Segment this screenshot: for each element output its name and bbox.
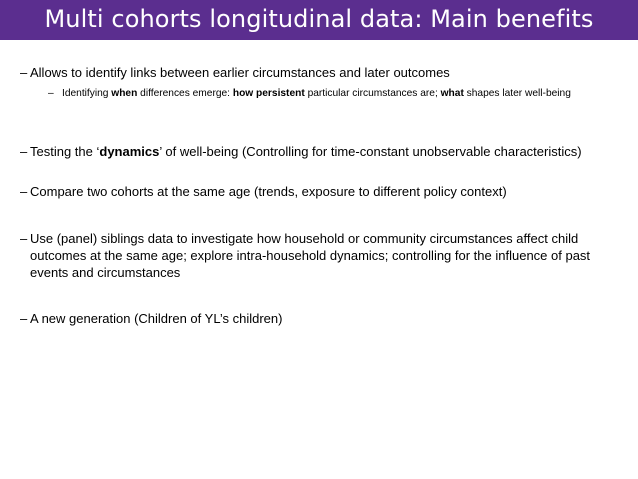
text-run: particular circumstances are; — [304, 88, 441, 99]
text-run: shapes later well-being — [463, 88, 571, 99]
bullet-dash: – — [20, 184, 28, 199]
bullet-item-new-generation — [20, 310, 625, 327]
bullet-item-siblings-data — [20, 230, 625, 281]
bullet-text: Compare two cohorts at the same age (trends, exposure to different policy context) — [30, 184, 507, 199]
slide-title: Multi cohorts longitudinal data: Main benefits — [44, 5, 594, 33]
sub-bullet-dash: – — [48, 88, 54, 99]
bullet-dash: – — [20, 231, 28, 246]
bullet-dash: – — [20, 65, 28, 80]
text-run: Testing the ‘ — [30, 144, 100, 159]
bullet-item-compare-cohorts — [20, 183, 625, 200]
bullet-dash: – — [20, 311, 28, 326]
text-run: differences emerge: — [137, 88, 233, 99]
bullet-dash: – — [20, 144, 28, 159]
bullet-item-dynamics — [20, 143, 625, 160]
bullet-text: Allows to identify links between earlier circumstances and later outcomes — [30, 65, 450, 80]
text-run: Identifying — [62, 88, 112, 99]
bold-run-dynamics: dynamics — [99, 144, 160, 159]
sub-bullet-text — [48, 86, 618, 101]
text-run: ’ of well-being (Controlling for time-constant unobservable characteristics) — [159, 144, 582, 159]
bold-run-how-persistent: how persistent — [232, 88, 305, 99]
bold-run-when: when — [111, 88, 138, 99]
bullet-item-links — [20, 64, 625, 81]
sub-bullet-item-timing — [48, 86, 618, 101]
bullet-text — [20, 143, 625, 160]
bullet-text: A new generation (Children of YL’s children) — [30, 311, 283, 326]
bold-run-what: what — [440, 88, 464, 99]
bullet-text: Use (panel) siblings data to investigate how household or community circumstances affect child outcomes at the same age; explore intra-household dynamics; controlling for the influence of past events and circumstances — [30, 231, 591, 280]
title-bar — [0, 0, 638, 40]
